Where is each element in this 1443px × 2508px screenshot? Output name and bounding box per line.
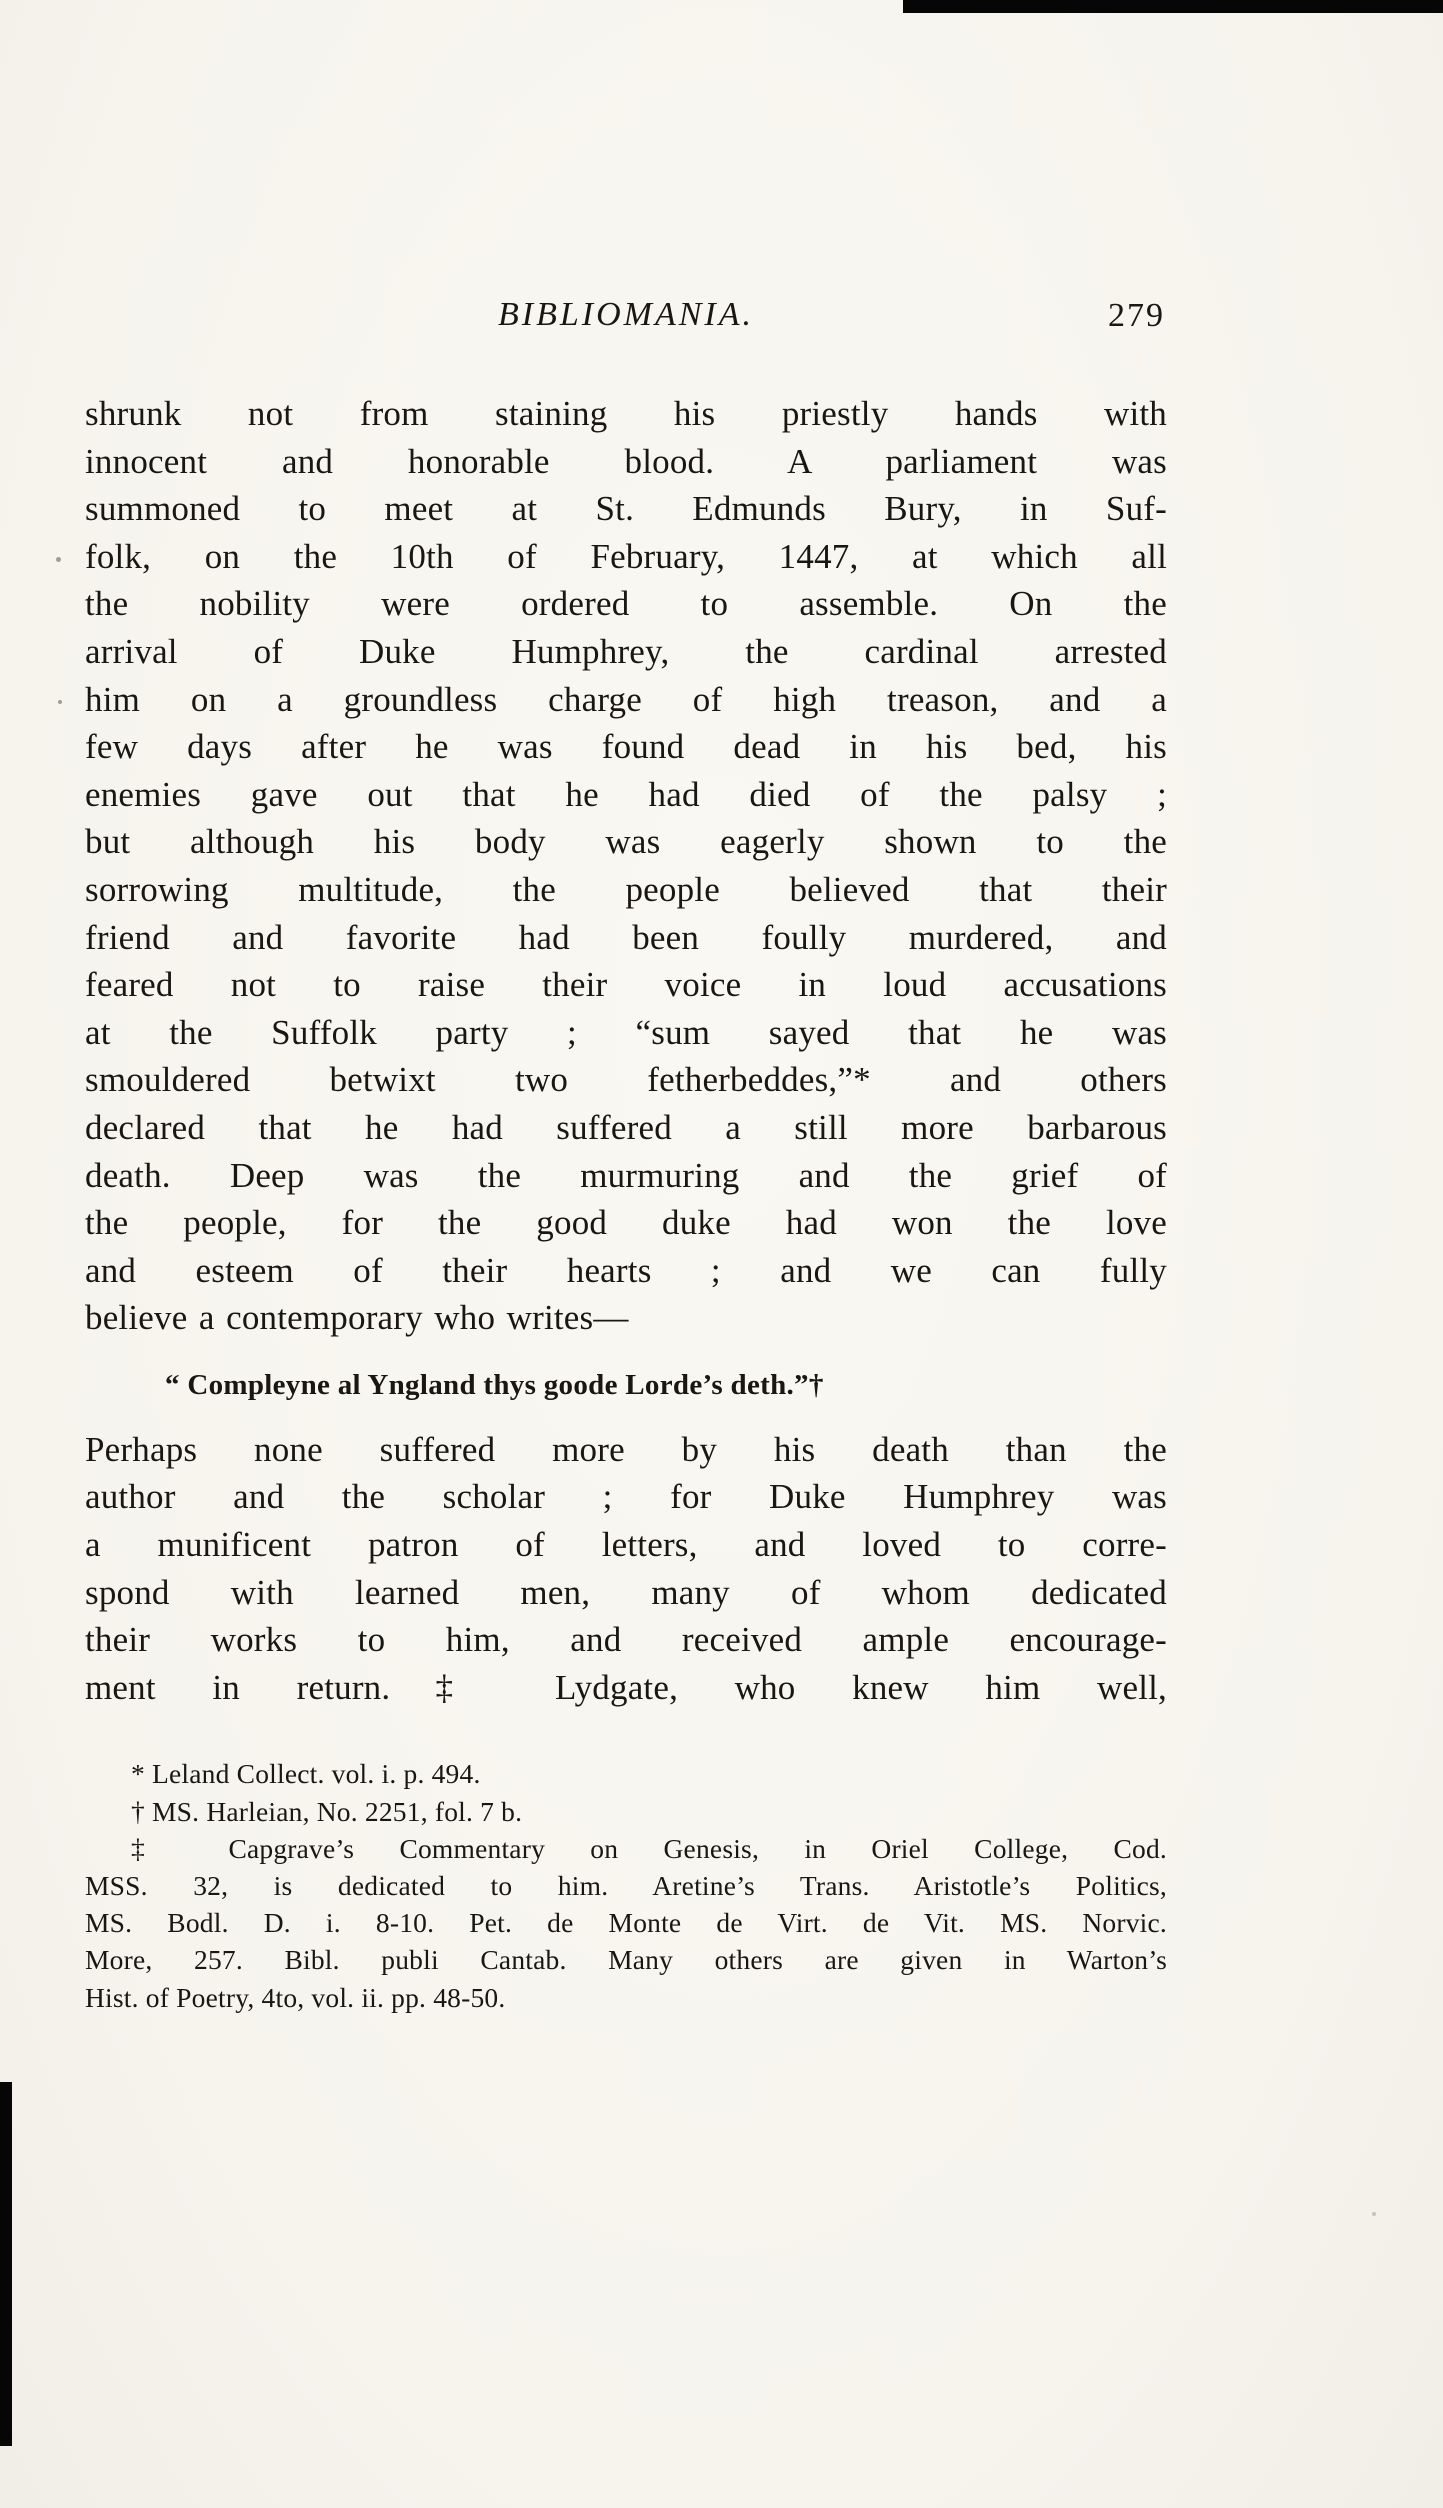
text-line: smouldered betwixt two fetherbeddes,”* and others [85,1060,1167,1100]
running-header [85,296,1167,344]
text-line: a munificent patron of letters, and loved to corre- [85,1525,1167,1565]
footnote-2: † MS. Harleian, No. 2251, fol. 7 b. [131,1795,523,1827]
text-line: their works to him, and received ample encourage- [85,1620,1167,1660]
body-paragraph-2 [85,1426,1167,1712]
text-line: Perhaps none suffered more by his death than the [85,1429,1167,1469]
scan-speck [1372,2212,1376,2216]
text-line: spond with learned men, many of whom dedicated [85,1572,1167,1612]
text-line: More, 257. Bibl. publi Cantab. Many others are given in Warton’s [85,1944,1167,1976]
text-line: Hist. of Poetry, 4to, vol. ii. pp. 48-50. [85,1981,506,2013]
text-line: sorrowing multitude, the people believed that their [85,869,1167,909]
scan-artifact-top-edge [903,0,1443,13]
text-line: ‡ Capgrave’s Commentary on Genesis, in Oriel College, Cod. [131,1832,1167,1864]
text-line: arrival of Duke Humphrey, the cardinal arrested [85,631,1167,671]
page-number: 279 [1108,297,1165,334]
text-line: feared not to raise their voice in loud accusations [85,965,1167,1005]
text-line: death. Deep was the murmuring and the grief of [85,1155,1167,1195]
footnote-1: * Leland Collect. vol. i. p. 494. [131,1758,481,1790]
footnotes-section [85,1755,1167,2015]
scan-speck [58,700,62,704]
text-line: MS. Bodl. D. i. 8-10. Pet. de Monte de Virt. de Vit. MS. Norvic. [85,1907,1167,1939]
text-line: ment in return.‡ Lydgate, who knew him well, [85,1667,1167,1707]
text-line: MSS. 32, is dedicated to him. Aretine’s Trans. Aristotle’s Politics, [85,1870,1167,1902]
text-line: author and the scholar ; for Duke Humphrey was [85,1477,1167,1517]
text-line: and esteem of their hearts ; and we can fully [85,1250,1167,1290]
text-block [85,296,1167,2016]
text-line: shrunk not from staining his priestly hands with [85,394,1167,433]
text-line: few days after he was found dead in his bed, his [85,727,1167,767]
scan-speck [56,557,61,562]
text-line: innocent and honorable blood. A parliament was [85,441,1167,481]
scan-artifact-left-edge [0,2082,12,2446]
verse-quote: “ Compleyne al Yngland thys goode Lorde’s deth.”† [165,1368,824,1401]
text-line: folk, on the 10th of February, 1447, at which all [85,536,1167,576]
text-line: the people, for the good duke had won the love [85,1203,1167,1243]
text-line: summoned to meet at St. Edmunds Bury, in Suf- [85,489,1167,529]
running-title: BIBLIOMANIA. [497,296,754,333]
text-line: but although his body was eagerly shown to the [85,822,1167,862]
footnote-3 [85,1830,1167,2016]
text-line: at the Suffolk party ; “sum sayed that he was [85,1012,1167,1052]
text-line: him on a groundless charge of high treason, and a [85,679,1167,719]
text-line: friend and favorite had been foully murdered, and [85,917,1167,957]
text-line: enemies gave out that he had died of the palsy ; [85,774,1167,814]
text-line: declared that he had suffered a still more barbarous [85,1107,1167,1147]
body-paragraph-1 [85,390,1167,1342]
text-line: believe a contemporary who writes— [85,1298,629,1338]
text-line: the nobility were ordered to assemble. On the [85,584,1167,624]
